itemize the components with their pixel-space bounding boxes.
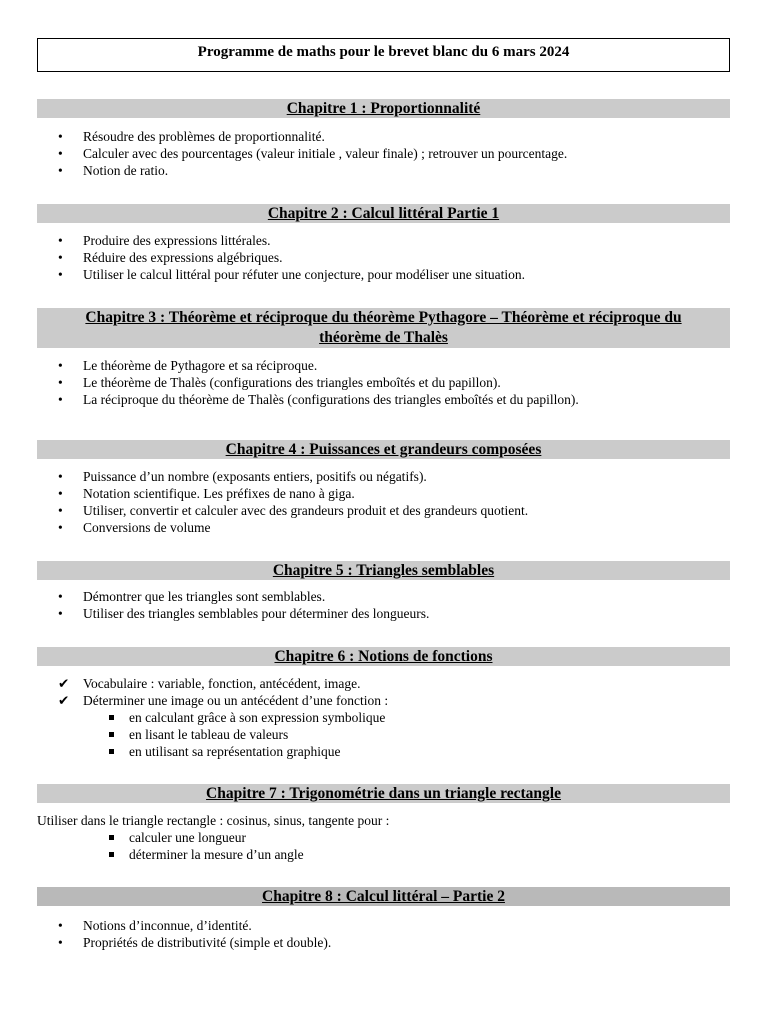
list-item: • Notions d’inconnue, d’identité. bbox=[58, 918, 252, 933]
bullet: • bbox=[58, 935, 63, 950]
bullet: • bbox=[58, 392, 63, 407]
sub-list-item: en utilisant sa représentation graphique bbox=[83, 743, 388, 760]
bullet: • bbox=[58, 486, 63, 501]
chapter-8-heading: Chapitre 8 : Calcul littéral – Partie 2 bbox=[37, 887, 730, 906]
chapter-7-heading: Chapitre 7 : Trigonométrie dans un triangle rectangle bbox=[37, 784, 730, 803]
bullet: • bbox=[58, 358, 63, 373]
bullet: • bbox=[58, 520, 63, 535]
chapter-4-list bbox=[58, 468, 528, 536]
list-item: • Notion de ratio. bbox=[58, 163, 169, 178]
chapter-7-intro: Utiliser dans le triangle rectangle : cosinus, sinus, tangente pour : bbox=[37, 813, 390, 828]
square-bullet-icon bbox=[109, 835, 114, 840]
chapter-7-sublist bbox=[83, 829, 304, 863]
bullet: • bbox=[58, 267, 63, 282]
chapter-3-list bbox=[58, 357, 579, 408]
sub-list-item: calculer une longueur bbox=[83, 829, 304, 846]
bullet: • bbox=[58, 503, 63, 518]
square-bullet-icon bbox=[109, 715, 114, 720]
page-title: Programme de maths pour le brevet blanc du 6 mars 2024 bbox=[37, 38, 730, 72]
sub-list-container bbox=[58, 829, 304, 863]
check-icon: ✔ bbox=[58, 676, 70, 691]
list-item: • Propriétés de distributivité (simple et double). bbox=[58, 935, 332, 950]
chapter-2-heading: Chapitre 2 : Calcul littéral Partie 1 bbox=[37, 204, 730, 223]
chapter-6-heading: Chapitre 6 : Notions de fonctions bbox=[37, 647, 730, 666]
list-item: • Utiliser des triangles semblables pour déterminer des longueurs. bbox=[58, 606, 430, 621]
chapter-6-list bbox=[58, 675, 388, 760]
list-item: • Utiliser, convertir et calculer avec des grandeurs produit et des grandeurs quotient. bbox=[58, 503, 529, 518]
list-item: • Réduire des expressions algébriques. bbox=[58, 250, 283, 265]
list-item: • Démontrer que les triangles sont semblables. bbox=[58, 589, 326, 604]
chapter-3-heading: Chapitre 3 : Théorème et réciproque du théorème Pythagore – Théorème et réciproque du théorème de Thalès bbox=[37, 308, 730, 348]
list-item: ✔ Déterminer une image ou un antécédent d’une fonction : bbox=[58, 693, 389, 708]
chapter-2-list bbox=[58, 232, 525, 283]
chapter-5-heading: Chapitre 5 : Triangles semblables bbox=[37, 561, 730, 580]
chapter-5-list bbox=[58, 588, 429, 622]
bullet: • bbox=[58, 469, 63, 484]
bullet: • bbox=[58, 250, 63, 265]
list-item: • Puissance d’un nombre (exposants entiers, positifs ou négatifs). bbox=[58, 469, 427, 484]
bullet: • bbox=[58, 233, 63, 248]
square-bullet-icon bbox=[109, 852, 114, 857]
chapter-1-list bbox=[58, 128, 567, 179]
bullet: • bbox=[58, 129, 63, 144]
list-item: • Utiliser le calcul littéral pour réfuter une conjecture, pour modéliser une situation. bbox=[58, 267, 525, 282]
square-bullet-icon bbox=[109, 749, 114, 754]
bullet: • bbox=[58, 146, 63, 161]
list-item: • Produire des expressions littérales. bbox=[58, 233, 271, 248]
bullet: • bbox=[58, 918, 63, 933]
sub-list-item: en lisant le tableau de valeurs bbox=[83, 726, 388, 743]
bullet: • bbox=[58, 589, 63, 604]
chapter-1-heading: Chapitre 1 : Proportionnalité bbox=[37, 99, 730, 118]
list-item: • Conversions de volume bbox=[58, 520, 211, 535]
chapter-4-heading: Chapitre 4 : Puissances et grandeurs composées bbox=[37, 440, 730, 459]
square-bullet-icon bbox=[109, 732, 114, 737]
bullet: • bbox=[58, 163, 63, 178]
list-item: • Le théorème de Thalès (configurations des triangles emboîtés et du papillon). bbox=[58, 375, 501, 390]
chapter-8-list bbox=[58, 917, 331, 951]
list-item: • Calculer avec des pourcentages (valeur initiale , valeur finale) ; retrouver un pourcentage. bbox=[58, 146, 568, 161]
chapter-7-list bbox=[58, 829, 304, 863]
list-item: • Notation scientifique. Les préfixes de nano à giga. bbox=[58, 486, 355, 501]
sub-list-item: en calculant grâce à son expression symbolique bbox=[83, 709, 388, 726]
check-icon: ✔ bbox=[58, 693, 70, 708]
sub-list-item: déterminer la mesure d’un angle bbox=[83, 846, 304, 863]
list-item: ✔ Vocabulaire : variable, fonction, antécédent, image. bbox=[58, 676, 361, 691]
list-item: • Résoudre des problèmes de proportionnalité. bbox=[58, 129, 325, 144]
bullet: • bbox=[58, 375, 63, 390]
list-item: • La réciproque du théorème de Thalès (configurations des triangles emboîtés et du papillon). bbox=[58, 392, 579, 407]
chapter-6-sublist bbox=[83, 709, 388, 760]
sub-list-container bbox=[58, 709, 388, 760]
list-item: • Le théorème de Pythagore et sa réciproque. bbox=[58, 358, 318, 373]
bullet: • bbox=[58, 606, 63, 621]
